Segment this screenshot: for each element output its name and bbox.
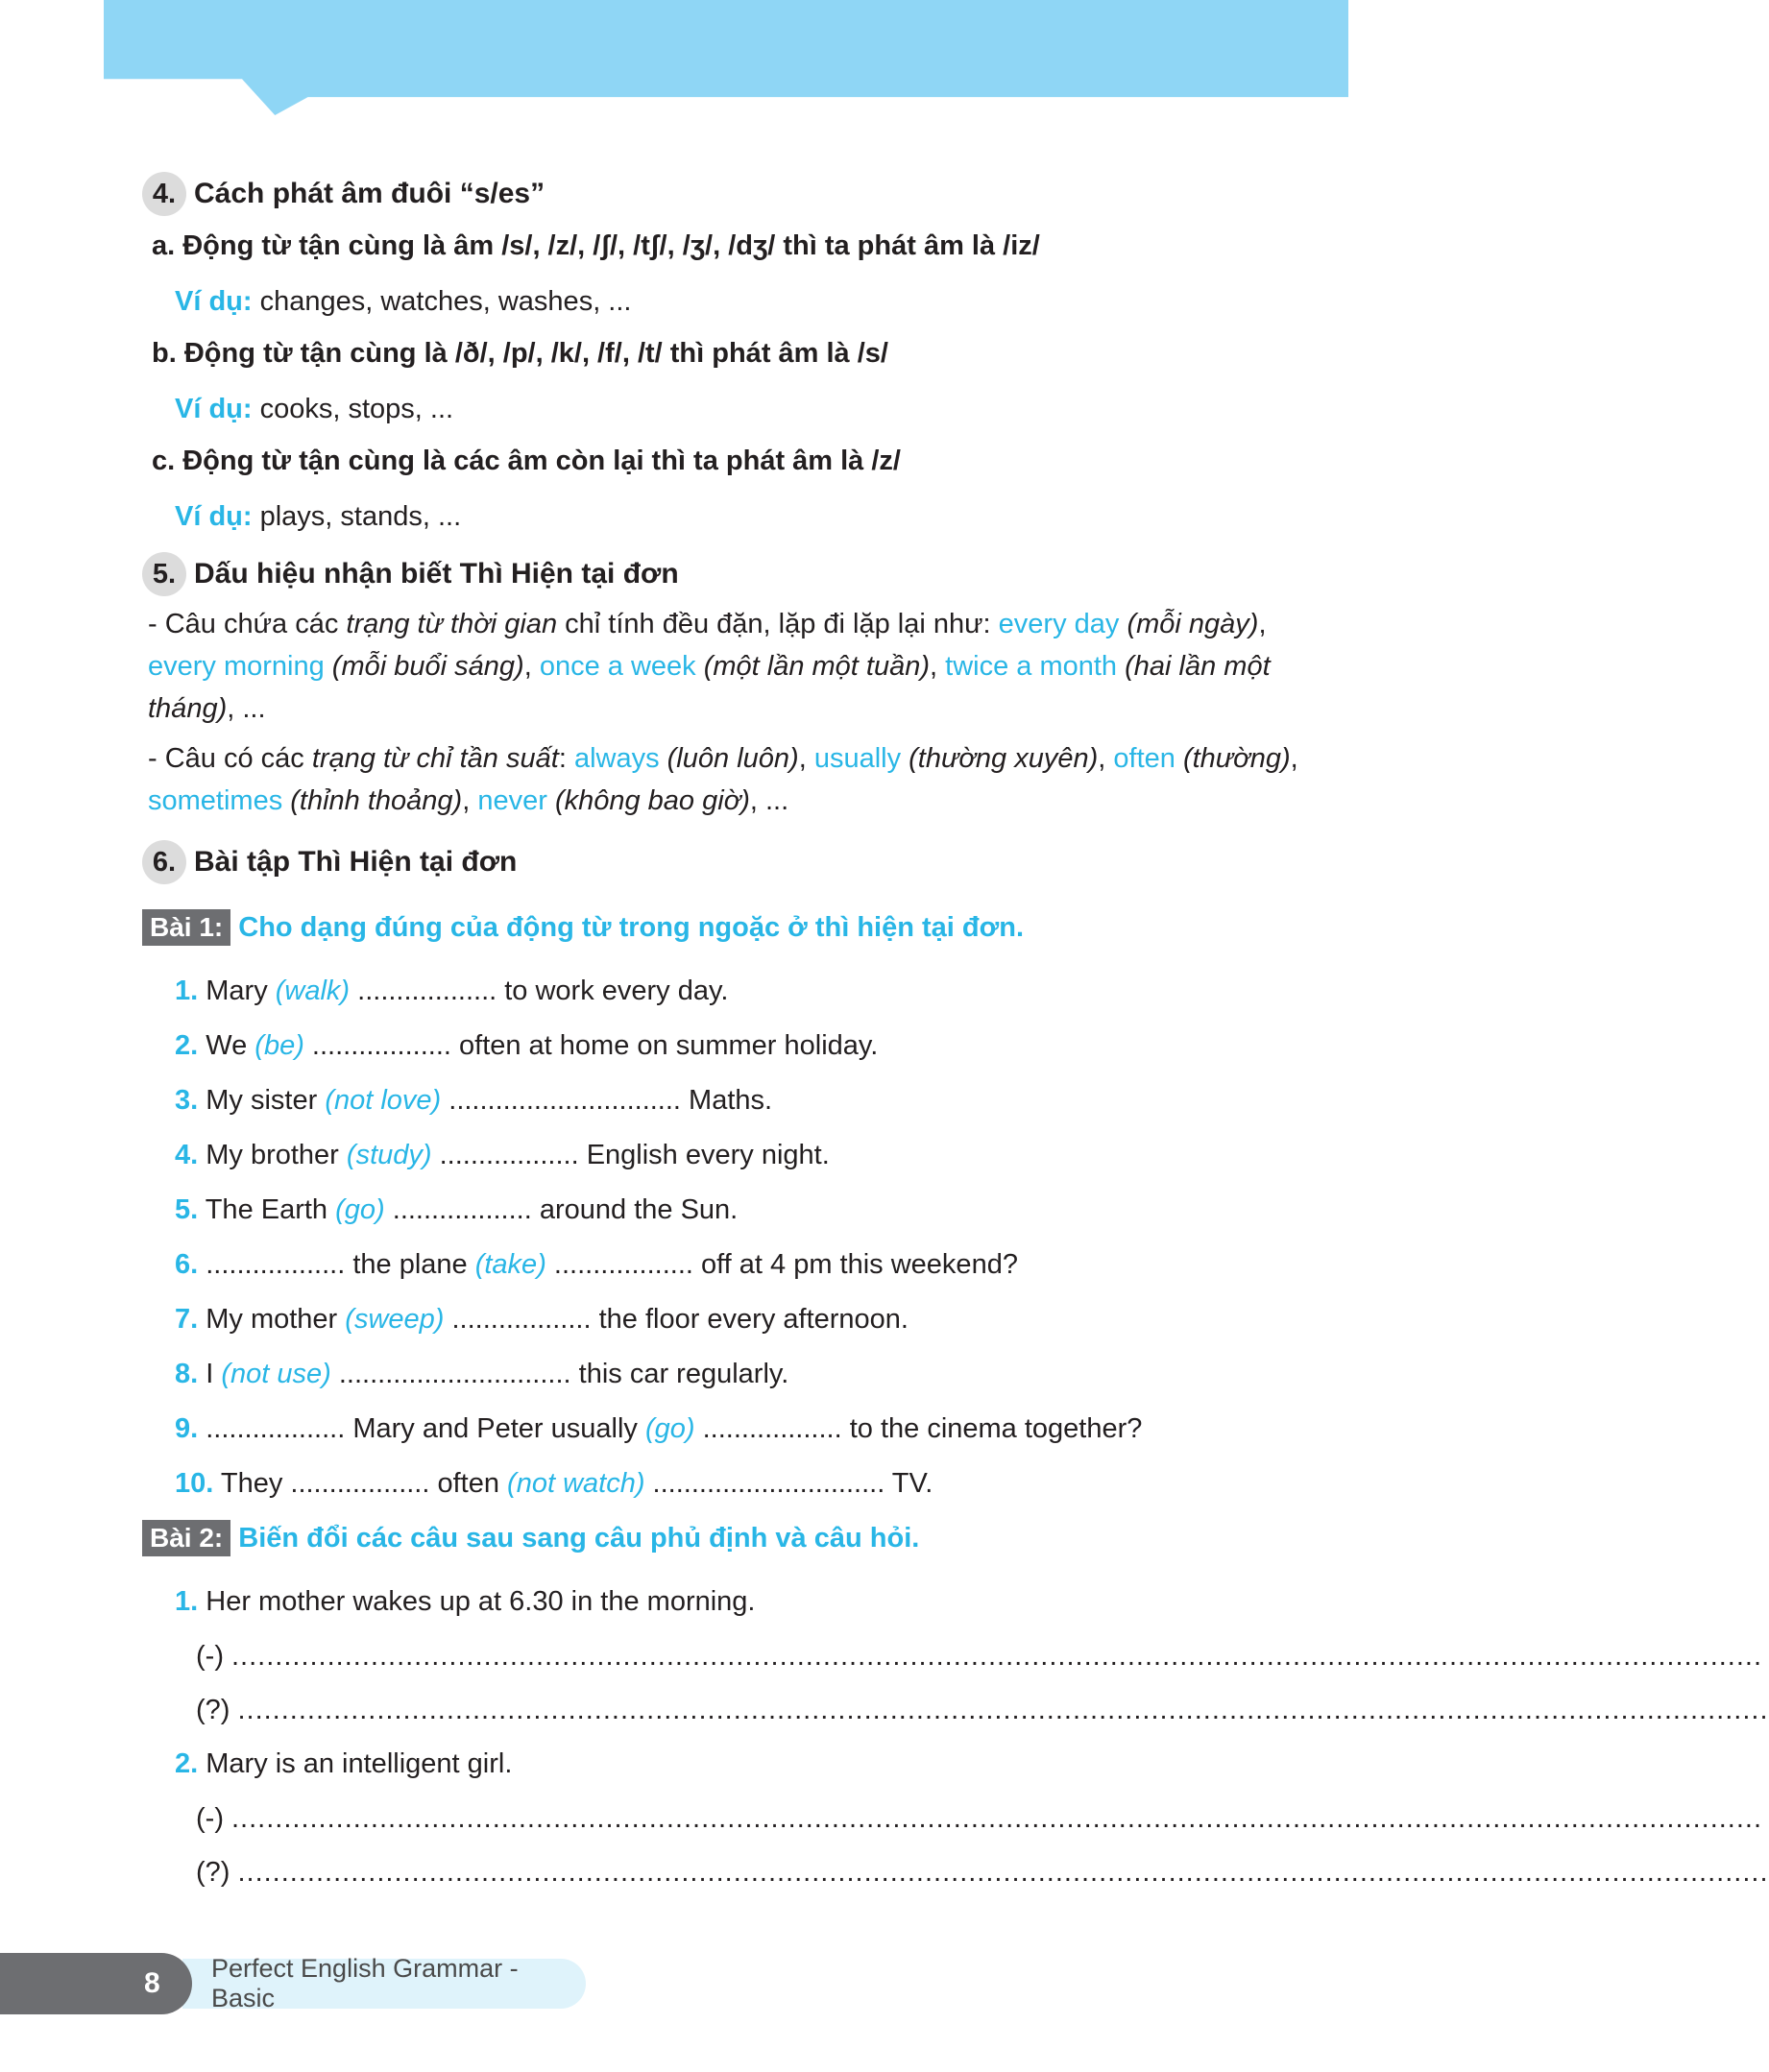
section-5-heading bbox=[142, 551, 1333, 597]
section-6-heading bbox=[142, 839, 1333, 885]
keyword: twice a month bbox=[945, 651, 1118, 682]
exercise-item bbox=[175, 1737, 1333, 1792]
text: , ... bbox=[749, 785, 789, 816]
example-label: Ví dụ: bbox=[175, 394, 253, 424]
gloss: (luôn luôn) bbox=[659, 743, 799, 774]
answer-blank[interactable]: ................................................................................................................................................................................ bbox=[237, 1857, 1769, 1888]
item-text: .............................. Maths. bbox=[441, 1085, 773, 1116]
item-text: .................. the plane bbox=[198, 1249, 475, 1280]
gloss: (thường) bbox=[1175, 743, 1291, 774]
verb-hint: (go) bbox=[335, 1194, 385, 1225]
text: , ... bbox=[227, 693, 266, 724]
exercise-item bbox=[175, 1347, 1333, 1402]
gloss: (một lần một tuần) bbox=[695, 651, 931, 682]
separator: , bbox=[1290, 743, 1298, 774]
exercise-item bbox=[175, 1183, 1333, 1238]
exercise-item bbox=[175, 1019, 1333, 1073]
exercise-title: Cho dạng đúng của động từ trong ngoặc ở thì hiện tại đơn. bbox=[238, 911, 1025, 943]
verb-hint: (go) bbox=[644, 1413, 695, 1444]
item-text: .................. around the Sun. bbox=[384, 1194, 739, 1225]
section-number: 5. bbox=[142, 552, 186, 596]
exercise-2-list bbox=[175, 1575, 1769, 1899]
item-text: .................. often at home on summer holiday. bbox=[303, 1030, 879, 1061]
question-answer-line[interactable] bbox=[196, 1683, 1769, 1737]
exercise-2-heading bbox=[142, 1515, 1333, 1561]
item-number: 8. bbox=[175, 1359, 199, 1389]
exercise-item bbox=[175, 1073, 1333, 1128]
item-number: 1. bbox=[175, 1586, 199, 1617]
section-title: Cách phát âm đuôi “s/es” bbox=[194, 178, 545, 209]
keyword: once a week bbox=[539, 651, 696, 682]
item-text: We bbox=[198, 1030, 255, 1061]
item-number: 3. bbox=[175, 1085, 199, 1116]
exercise-badge: Bài 2: bbox=[142, 1520, 230, 1556]
keyword: often bbox=[1113, 743, 1175, 774]
header-band bbox=[0, 0, 1452, 115]
rule-a: a. Động từ tận cùng là âm /s/, /z/, /ʃ/, /tʃ/, /ʒ/, /dʒ/ thì ta phát âm là /iz/ bbox=[152, 230, 1040, 261]
example-b bbox=[175, 388, 1333, 430]
exercise-badge: Bài 1: bbox=[142, 909, 230, 946]
item-number: 1. bbox=[175, 976, 199, 1006]
rule-b: b. Động từ tận cùng là /ð/, /p/, /k/, /f/, /t/ thì phát âm là /s/ bbox=[152, 338, 888, 369]
example-label: Ví dụ: bbox=[175, 501, 253, 532]
keyword: usually bbox=[813, 743, 902, 774]
question-answer-line[interactable] bbox=[196, 1845, 1769, 1899]
item-text: .................. Mary and Peter usually bbox=[198, 1413, 645, 1444]
item-number: 10. bbox=[175, 1468, 214, 1499]
item-text: The Earth bbox=[198, 1194, 336, 1225]
rule-c: c. Động từ tận cùng là các âm còn lại thì ta phát âm là /z/ bbox=[152, 446, 901, 476]
example-text: plays, stands, ... bbox=[252, 501, 462, 532]
negative-answer-line[interactable] bbox=[196, 1629, 1763, 1683]
answer-blank[interactable]: ................................................................................................................................................................................ bbox=[237, 1695, 1769, 1725]
gloss: (mỗi ngày) bbox=[1119, 609, 1259, 639]
verb-hint: (take) bbox=[474, 1249, 546, 1280]
exercise-item bbox=[175, 1402, 1333, 1457]
item-text: Mary is an intelligent girl. bbox=[198, 1748, 513, 1779]
verb-hint: (be) bbox=[254, 1030, 304, 1061]
item-number: 9. bbox=[175, 1413, 199, 1444]
text: chỉ tính đều đặn, lặp đi lặp lại như: bbox=[557, 609, 999, 639]
item-text: .................. English every night. bbox=[431, 1140, 830, 1170]
text: trạng từ chỉ tần suất bbox=[311, 743, 559, 774]
signal-paragraph-1 bbox=[148, 603, 1333, 730]
verb-hint: (not use) bbox=[221, 1359, 331, 1389]
text: - Câu chứa các bbox=[148, 609, 347, 639]
separator: , bbox=[523, 651, 540, 682]
exercise-item bbox=[175, 1457, 1333, 1511]
exercise-item bbox=[175, 1292, 1333, 1347]
answer-blank[interactable]: ................................................................................................................................................................................ bbox=[230, 1803, 1763, 1834]
item-number: 7. bbox=[175, 1304, 199, 1335]
separator: , bbox=[930, 651, 946, 682]
keyword: every morning bbox=[148, 651, 325, 682]
example-c bbox=[175, 495, 1333, 538]
verb-hint: (study) bbox=[346, 1140, 432, 1170]
verb-hint: (walk) bbox=[275, 976, 351, 1006]
gloss: (thỉnh thoảng) bbox=[282, 785, 463, 816]
exercise-1-heading bbox=[142, 904, 1333, 951]
keyword: always bbox=[573, 743, 660, 774]
answer-label: (?) bbox=[196, 1695, 230, 1725]
example-text: cooks, stops, ... bbox=[252, 394, 454, 424]
keyword: every day bbox=[998, 609, 1120, 639]
exercise-item bbox=[175, 1238, 1333, 1292]
section-number: 6. bbox=[142, 840, 186, 884]
gloss: (không bao giờ) bbox=[546, 785, 750, 816]
page-footer bbox=[0, 1953, 595, 2014]
example-a bbox=[175, 280, 1333, 323]
item-text: My mother bbox=[198, 1304, 346, 1335]
example-label: Ví dụ: bbox=[175, 286, 253, 317]
signal-paragraph-2 bbox=[148, 737, 1333, 822]
item-text: .................. the floor every afternoon. bbox=[444, 1304, 909, 1335]
item-text: .................. to the cinema together? bbox=[694, 1413, 1143, 1444]
exercise-item bbox=[175, 1575, 1333, 1629]
verb-hint: (not love) bbox=[325, 1085, 442, 1116]
gloss: (thường xuyên) bbox=[901, 743, 1099, 774]
verb-hint: (not watch) bbox=[507, 1468, 645, 1499]
section-4-heading bbox=[142, 171, 1333, 217]
answer-label: (-) bbox=[196, 1803, 224, 1834]
negative-answer-line[interactable] bbox=[196, 1792, 1763, 1845]
item-text: .............................. TV. bbox=[644, 1468, 933, 1499]
keyword: sometimes bbox=[148, 785, 283, 816]
example-text: changes, watches, washes, ... bbox=[252, 286, 632, 317]
section-title: Bài tập Thì Hiện tại đơn bbox=[194, 846, 518, 878]
item-text: .............................. this car regularly. bbox=[330, 1359, 789, 1389]
item-number: 2. bbox=[175, 1030, 199, 1061]
item-text: Her mother wakes up at 6.30 in the morning. bbox=[198, 1586, 756, 1617]
page-content bbox=[142, 171, 1769, 1899]
exercise-item bbox=[175, 1128, 1333, 1183]
separator: , bbox=[1098, 743, 1114, 774]
exercise-1-list bbox=[175, 964, 1333, 1511]
item-text: .................. off at 4 pm this weekend? bbox=[545, 1249, 1018, 1280]
answer-label: (?) bbox=[196, 1857, 230, 1888]
item-text: My brother bbox=[198, 1140, 347, 1170]
text: - Câu có các bbox=[148, 743, 312, 774]
item-text: My sister bbox=[198, 1085, 326, 1116]
keyword: never bbox=[477, 785, 547, 816]
answer-blank[interactable]: ................................................................................................................................................................................ bbox=[230, 1641, 1763, 1672]
answer-label: (-) bbox=[196, 1641, 224, 1672]
gloss: (hai lần một tháng) bbox=[148, 651, 1271, 724]
gloss: (mỗi buổi sáng) bbox=[324, 651, 524, 682]
item-text: They .................. often bbox=[213, 1468, 508, 1499]
item-text: .................. to work every day. bbox=[350, 976, 729, 1006]
item-text: Mary bbox=[198, 976, 276, 1006]
item-number: 6. bbox=[175, 1249, 199, 1280]
item-number: 2. bbox=[175, 1748, 199, 1779]
item-number: 5. bbox=[175, 1194, 199, 1225]
verb-hint: (sweep) bbox=[345, 1304, 445, 1335]
page-number: 8 bbox=[0, 1953, 192, 2014]
section-title: Dấu hiệu nhận biết Thì Hiện tại đơn bbox=[194, 558, 679, 590]
separator: , bbox=[1258, 609, 1267, 639]
separator: , bbox=[462, 785, 478, 816]
item-text: I bbox=[198, 1359, 222, 1389]
exercise-title: Biến đổi các câu sau sang câu phủ định và câu hỏi. bbox=[238, 1522, 920, 1554]
section-number: 4. bbox=[142, 172, 186, 216]
item-number: 4. bbox=[175, 1140, 199, 1170]
book-title: Perfect English Grammar - Basic bbox=[182, 1959, 586, 2009]
text: : bbox=[558, 743, 574, 774]
exercise-item bbox=[175, 964, 1333, 1019]
text: trạng từ thời gian bbox=[346, 609, 558, 639]
separator: , bbox=[798, 743, 814, 774]
